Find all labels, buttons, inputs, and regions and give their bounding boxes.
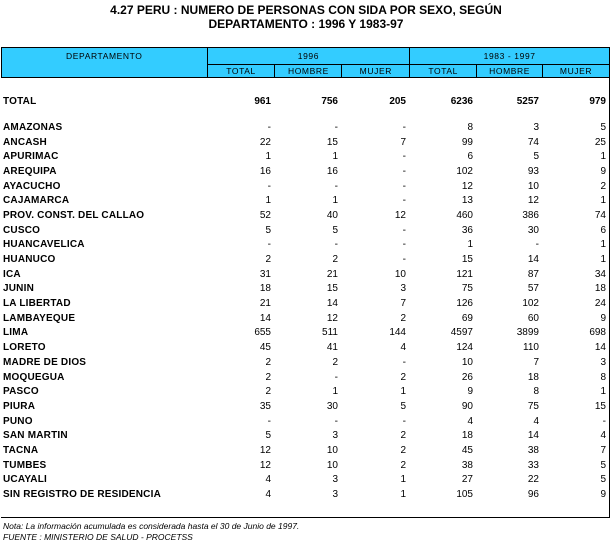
cell-value: 10 <box>326 444 338 456</box>
cell-value: 9 <box>467 386 473 398</box>
cell-value: 10 <box>461 356 473 368</box>
header-col-total-1983-97: TOTAL <box>410 65 477 78</box>
cell-value: 25 <box>594 136 606 148</box>
table-row <box>3 282 610 297</box>
cell-value: 1 <box>400 386 406 398</box>
cell-value: 8 <box>600 371 606 383</box>
cell-value: 9 <box>600 489 606 501</box>
cell-value: 3 <box>332 489 338 501</box>
cell-value: 4 <box>533 415 539 427</box>
cell-value: 15 <box>326 136 338 148</box>
cell-value: 14 <box>594 342 606 354</box>
department-name: LIMA <box>3 327 29 339</box>
cell-value: 105 <box>456 489 473 501</box>
table-row <box>3 458 610 473</box>
cell-value: 31 <box>259 268 271 280</box>
cell-value: 2 <box>400 459 406 471</box>
table-row <box>3 149 610 164</box>
table-row <box>3 120 610 135</box>
cell-value: 4 <box>265 489 271 501</box>
cell-value: 102 <box>456 165 473 177</box>
department-name: HUANUCO <box>3 254 56 266</box>
table-row <box>3 193 610 208</box>
table-row <box>3 326 610 341</box>
total-value: 756 <box>321 95 338 107</box>
cell-value: - <box>267 239 271 251</box>
cell-value: - <box>334 121 338 133</box>
cell-value: 1 <box>332 386 338 398</box>
cell-value: 2 <box>400 444 406 456</box>
table-row <box>3 164 610 179</box>
cell-value: 4 <box>600 430 606 442</box>
cell-value: - <box>602 415 606 427</box>
cell-value: 5 <box>600 474 606 486</box>
cell-value: 15 <box>594 400 606 412</box>
cell-value: 1 <box>400 474 406 486</box>
cell-value: - <box>334 371 338 383</box>
cell-value: 45 <box>461 444 473 456</box>
table-row <box>3 208 610 223</box>
cell-value: 1 <box>600 151 606 163</box>
department-name: UCAYALI <box>3 474 48 486</box>
cell-value: 2 <box>400 430 406 442</box>
cell-value: 12 <box>461 180 473 192</box>
table-right-border <box>609 47 610 518</box>
cell-value: 35 <box>259 400 271 412</box>
total-value: 979 <box>589 95 606 107</box>
table-row <box>3 296 610 311</box>
department-name: AYACUCHO <box>3 180 61 192</box>
table-row <box>3 414 610 429</box>
header-col-mujer-1983-97: MUJER <box>543 65 610 78</box>
cell-value: - <box>402 224 406 236</box>
department-name: PASCO <box>3 386 39 398</box>
total-value: 6236 <box>450 95 473 107</box>
cell-value: - <box>402 180 406 192</box>
table-bottom-border <box>1 517 610 518</box>
header-col-total-1996: TOTAL <box>207 65 275 78</box>
cell-value: 5 <box>600 459 606 471</box>
cell-value: 12 <box>527 195 539 207</box>
department-name: PUNO <box>3 415 33 427</box>
cell-value: 36 <box>461 224 473 236</box>
department-name: LAMBAYEQUE <box>3 312 76 324</box>
cell-value: 655 <box>254 327 271 339</box>
cell-value: 16 <box>259 165 271 177</box>
cell-value: 12 <box>259 444 271 456</box>
department-name: ANCASH <box>3 136 47 148</box>
cell-value: - <box>267 121 271 133</box>
cell-value: 18 <box>594 283 606 295</box>
cell-value: - <box>334 239 338 251</box>
cell-value: 8 <box>533 386 539 398</box>
table-row <box>3 384 610 399</box>
cell-value: 21 <box>259 298 271 310</box>
spacer-row <box>3 111 610 120</box>
department-name: PROV. CONST. DEL CALLAO <box>3 209 145 221</box>
department-name: APURIMAC <box>3 151 59 163</box>
cell-value: 2 <box>265 356 271 368</box>
cell-value: 9 <box>600 165 606 177</box>
cell-value: 27 <box>461 474 473 486</box>
cell-value: 5 <box>332 224 338 236</box>
department-name: TUMBES <box>3 459 47 471</box>
total-value: 5257 <box>516 95 539 107</box>
cell-value: 15 <box>461 254 473 266</box>
total-value: 961 <box>254 95 271 107</box>
cell-value: 12 <box>394 209 406 221</box>
cell-value: 5 <box>265 430 271 442</box>
cell-value: 460 <box>456 209 473 221</box>
table-row <box>3 267 610 282</box>
cell-value: - <box>402 356 406 368</box>
footnote: Nota: La información acumulada es considerada hasta el 30 de Junio de 1997. <box>3 521 300 531</box>
cell-value: 93 <box>527 165 539 177</box>
cell-value: 6 <box>600 224 606 236</box>
total-label: TOTAL <box>3 95 37 107</box>
department-name: TACNA <box>3 444 39 456</box>
department-name: LA LIBERTAD <box>3 298 71 310</box>
cell-value: 2 <box>332 356 338 368</box>
department-name: AMAZONAS <box>3 121 63 133</box>
cell-value: 3 <box>332 474 338 486</box>
cell-value: 8 <box>467 121 473 133</box>
cell-value: - <box>402 415 406 427</box>
cell-value: 102 <box>522 298 539 310</box>
cell-value: 698 <box>589 327 606 339</box>
source-note: FUENTE : MINISTERIO DE SALUD - PROCETSS <box>3 532 193 542</box>
cell-value: 124 <box>456 342 473 354</box>
cell-value: - <box>402 121 406 133</box>
cell-value: 126 <box>456 298 473 310</box>
cell-value: 1 <box>600 386 606 398</box>
cell-value: 26 <box>461 371 473 383</box>
table-row <box>3 487 610 502</box>
department-name: LORETO <box>3 342 46 354</box>
cell-value: 121 <box>456 268 473 280</box>
cell-value: 57 <box>527 283 539 295</box>
table-row <box>3 399 610 414</box>
cell-value: 24 <box>594 298 606 310</box>
header-col-hombre-1983-97: HOMBRE <box>477 65 543 78</box>
header-group-1996: 1996 <box>207 48 410 65</box>
department-name: MADRE DE DIOS <box>3 356 87 368</box>
cell-value: 2 <box>265 371 271 383</box>
cell-value: 96 <box>527 489 539 501</box>
table-row <box>3 179 610 194</box>
cell-value: 3 <box>400 283 406 295</box>
cell-value: 2 <box>265 254 271 266</box>
cell-value: 14 <box>326 298 338 310</box>
cell-value: 52 <box>259 209 271 221</box>
cell-value: 1 <box>265 195 271 207</box>
cell-value: 1 <box>265 151 271 163</box>
cell-value: 38 <box>527 444 539 456</box>
table-row <box>3 443 610 458</box>
cell-value: 5 <box>533 151 539 163</box>
cell-value: 2 <box>265 386 271 398</box>
cell-value: - <box>402 239 406 251</box>
cell-value: 14 <box>259 312 271 324</box>
cell-value: 40 <box>326 209 338 221</box>
header-col-hombre-1996: HOMBRE <box>275 65 342 78</box>
cell-value: 2 <box>600 180 606 192</box>
header-group-1983-1997: 1983 - 1997 <box>410 48 610 65</box>
cell-value: 4597 <box>450 327 473 339</box>
total-row <box>3 91 610 111</box>
cell-value: 18 <box>259 283 271 295</box>
cell-value: 3899 <box>516 327 539 339</box>
department-name: MOQUEGUA <box>3 371 65 383</box>
header-departamento: DEPARTAMENTO <box>2 48 208 78</box>
cell-value: 30 <box>326 400 338 412</box>
cell-value: - <box>334 180 338 192</box>
cell-value: 34 <box>594 268 606 280</box>
cell-value: 38 <box>461 459 473 471</box>
department-name: JUNIN <box>3 283 35 295</box>
cell-value: 3 <box>332 430 338 442</box>
header-col-mujer-1996: MUJER <box>342 65 410 78</box>
table-row <box>3 238 610 253</box>
cell-value: 14 <box>527 430 539 442</box>
cell-value: 10 <box>527 180 539 192</box>
cell-value: - <box>267 180 271 192</box>
cell-value: 7 <box>600 444 606 456</box>
cell-value: - <box>402 151 406 163</box>
cell-value: 5 <box>400 400 406 412</box>
cell-value: 18 <box>461 430 473 442</box>
cell-value: 87 <box>527 268 539 280</box>
department-name: CAJAMARCA <box>3 195 70 207</box>
cell-value: 30 <box>527 224 539 236</box>
cell-value: 9 <box>600 312 606 324</box>
cell-value: 1 <box>467 239 473 251</box>
data-table <box>3 91 610 502</box>
cell-value: - <box>402 195 406 207</box>
cell-value: 2 <box>400 371 406 383</box>
cell-value: 69 <box>461 312 473 324</box>
cell-value: 144 <box>389 327 406 339</box>
cell-value: 1 <box>332 151 338 163</box>
cell-value: - <box>334 415 338 427</box>
cell-value: 45 <box>259 342 271 354</box>
cell-value: - <box>267 415 271 427</box>
cell-value: 2 <box>400 312 406 324</box>
cell-value: 99 <box>461 136 473 148</box>
cell-value: 22 <box>259 136 271 148</box>
table-title-line1: 4.27 PERU : NUMERO DE PERSONAS CON SIDA POR SEXO, SEGÚN <box>110 3 502 17</box>
department-name: ICA <box>3 268 21 280</box>
cell-value: 60 <box>527 312 539 324</box>
cell-value: - <box>535 239 539 251</box>
table-row <box>3 135 610 150</box>
cell-value: 2 <box>332 254 338 266</box>
cell-value: 1 <box>600 254 606 266</box>
department-name: SIN REGISTRO DE RESIDENCIA <box>3 489 161 501</box>
table-row <box>3 252 610 267</box>
cell-value: 3 <box>533 121 539 133</box>
department-name: HUANCAVELICA <box>3 239 85 251</box>
cell-value: 386 <box>522 209 539 221</box>
cell-value: 7 <box>400 298 406 310</box>
cell-value: 12 <box>259 459 271 471</box>
department-name: PIURA <box>3 400 36 412</box>
cell-value: 1 <box>400 489 406 501</box>
table-row <box>3 370 610 385</box>
cell-value: 3 <box>600 356 606 368</box>
cell-value: 74 <box>594 209 606 221</box>
total-value: 205 <box>389 95 406 107</box>
table-header <box>1 47 610 78</box>
cell-value: 14 <box>527 254 539 266</box>
cell-value: 74 <box>527 136 539 148</box>
department-name: SAN MARTIN <box>3 430 68 442</box>
cell-value: 1 <box>600 195 606 207</box>
department-name: AREQUIPA <box>3 165 57 177</box>
cell-value: 1 <box>332 195 338 207</box>
department-name: CUSCO <box>3 224 41 236</box>
cell-value: 511 <box>322 327 338 339</box>
cell-value: - <box>402 165 406 177</box>
cell-value: 10 <box>326 459 338 471</box>
table-row <box>3 311 610 326</box>
cell-value: 22 <box>527 474 539 486</box>
cell-value: 110 <box>523 342 539 354</box>
cell-value: 16 <box>326 165 338 177</box>
table-row <box>3 473 610 488</box>
table-row <box>3 355 610 370</box>
cell-value: 5 <box>600 121 606 133</box>
cell-value: 75 <box>461 283 473 295</box>
cell-value: 21 <box>326 268 338 280</box>
cell-value: 18 <box>527 371 539 383</box>
table-row <box>3 223 610 238</box>
cell-value: 75 <box>527 400 539 412</box>
cell-value: 1 <box>600 239 606 251</box>
cell-value: 33 <box>527 459 539 471</box>
cell-value: 4 <box>265 474 271 486</box>
cell-value: 13 <box>461 195 473 207</box>
table-title-line2: DEPARTAMENTO : 1996 Y 1983-97 <box>208 17 404 31</box>
table-row <box>3 428 610 443</box>
table-row <box>3 340 610 355</box>
cell-value: 4 <box>400 342 406 354</box>
cell-value: 12 <box>326 312 338 324</box>
cell-value: - <box>402 254 406 266</box>
cell-value: 7 <box>533 356 539 368</box>
cell-value: 5 <box>265 224 271 236</box>
cell-value: 10 <box>394 268 406 280</box>
cell-value: 90 <box>461 400 473 412</box>
cell-value: 4 <box>467 415 473 427</box>
cell-value: 41 <box>326 342 338 354</box>
cell-value: 6 <box>467 151 473 163</box>
cell-value: 7 <box>400 136 406 148</box>
cell-value: 15 <box>326 283 338 295</box>
